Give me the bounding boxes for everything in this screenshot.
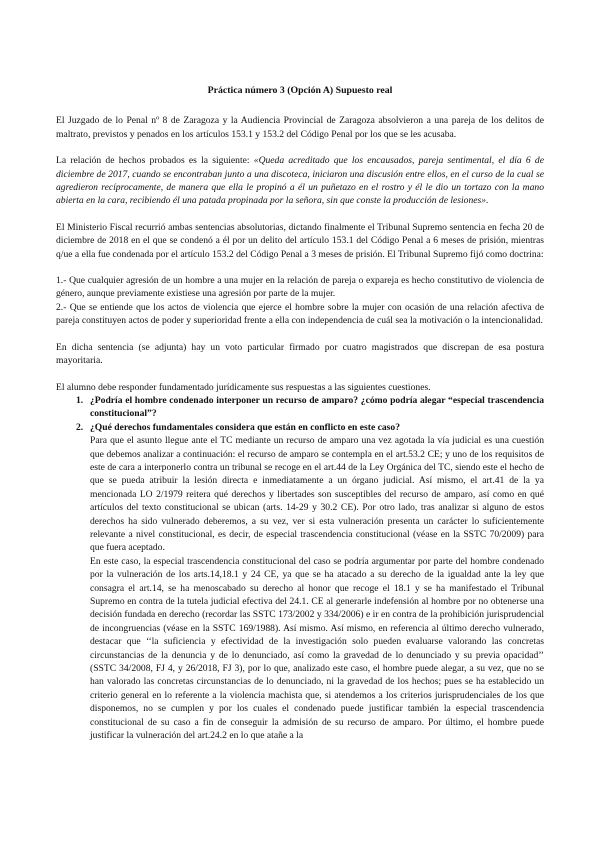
- answer-paragraph-2: En este caso, la especial trascendencia constitucional del caso se podría argumentar por parte del hombre condenado por la vulneración de los arts.14,18.1 y 24 CE, ya que se ha atacado a su derecho de la igualdad ante la ley que consagra el art.14, se ha menoscabado su derecho al honor que recoge el 18.1 y se ha manifestado el Tribunal Supremo en contra de la tutela judicial efectiva del 24.1. CE al generarle indefensión al hombre por no obtenerse una decisión fundada en derecho (recordar las SSTC 173/2002 y 334/2006) e ir en contra de la prohibición jurisprudencial de incongruencias (véase en la SSTC 169/1988). Así mismo. Así mismo, en referencia al último derecho vulnerado, destacar que ‘‘la suficiencia y efectividad de la investigación solo pueden evaluarse valorando las concretas circunstancias de la denuncia y de lo denunciado, así como la gravedad de lo denunciado y su previa opacidad’’ (SSTC 34/2008, FJ 4, y 26/2018, FJ 3), por lo que, analizado este caso, el hombre puede alegar, a su vez, que no se han valorado las concretas circunstancias de lo denunciado, ni la gravedad de los hechos; pues se ha establecido un criterio general en lo referente a la violencia machista que, si atendemos a los criterios jurisprudenciales de los que disponemos, no se cumplen y por los cuales el condenado puede justificar también la especial trascendencia constitucional de su caso a fin de conseguir la admisión de su recurso de amparo. Por último, el hombre puede justificar la vulneración del art.24.2 en lo que atañe a la: [90, 555, 544, 742]
- paragraph-facts: [56, 154, 544, 208]
- questions-list: [56, 394, 544, 434]
- facts-quote: «Queda acreditado que los encausados, pareja sentimental, el día 6 de diciembre de 2017, cuando se encontraban junto a una discoteca, iniciaron una discusión entre ellos, en el curso de la cual se agredieron recíprocamente, de manera que ella le propinó a él un puñetazo en el rostro y él le dio un tortazo con la mano abierta en la cara, recibiendo él una patada propinada por la señora, sin que conste la producción de lesiones».: [56, 155, 544, 207]
- paragraph-intro: El Juzgado de lo Penal nº 8 de Zaragoza y la Audiencia Provincial de Zaragoza absolvieron a una pareja de los delitos de maltrato, previstos y penados en los artículos 153.1 y 153.2 del Código Penal por los que se les acusaba.: [56, 115, 544, 140]
- question-2-number: 2.: [76, 421, 84, 433]
- doctrine-point-1: 1.- Que cualquier agresión de un hombre a una mujer en la relación de pareja o expareja es hecho constitutivo de violencia de género, aunque previamente existiese una agresión por parte de la mujer.: [56, 275, 544, 300]
- question-1: [56, 394, 544, 421]
- question-2-text: ¿Qué derechos fundamentales considera que están en conflicto en este caso?: [90, 421, 400, 433]
- question-1-number: 1.: [76, 394, 84, 406]
- answer-block: [90, 434, 544, 742]
- paragraph-instructions: El alumno debe responder fundamentado jurídicamente sus respuestas a las siguientes cuestiones.: [56, 381, 431, 393]
- question-2: [56, 421, 544, 434]
- document-page: [56, 84, 544, 742]
- answer-paragraph-1: Para que el asunto llegue ante el TC mediante un recurso de amparo una vez agotada la vía judicial es una cuestión que debemos analizar a continuación: el recurso de amparo se contempla en el art.53.2 CE; y uno de los requisitos de este de cara a interponerlo contra un tribunal se recoge en el art.44 de la Ley Orgánica del TC, siendo este el hecho de que se pueda atribuir la lesión directa e inmediatamente a un órgano judicial. Así mismo, el art.41 de la ya mencionada LO 2/1979 reitera qué derechos y libertades son susceptibles del recurso de amparo, así como en qué artículos del texto constitucional se ubican (arts. 14-29 y 30.2 CE). Por otro lado, tras analizar si alguno de estos derechos ha sido vulnerado deberemos, a su vez, ver si esta vulneración presenta un carácter lo suficientemente relevante a nivel constitucional, es decir, de especial trascendencia constitucional (véase en la SSTC 70/2009) para que fuera aceptado.: [90, 435, 544, 554]
- paragraph-dissent: En dicha sentencia (se adjunta) hay un voto particular firmado por cuatro magistrados que discrepan de esa postura mayoritaria.: [56, 341, 544, 367]
- facts-intro: La relación de hechos probados es la siguiente:: [56, 155, 254, 167]
- doctrine-point-2: 2.- Que se entiende que los actos de violencia que ejerce el hombre sobre la mujer con ocasión de una relación afectiva de pareja constituyen actos de poder y superioridad frente a ella con independencia de cuál sea la motivación o la intencionalidad.: [56, 301, 544, 327]
- paragraph-supreme-court: El Ministerio Fiscal recurrió ambas sentencias absolutorias, dictando finalmente el Tribunal Supremo sentencia en fecha 20 de diciembre de 2018 en el que se condenó a él por un delito del artículo 153.1 del Código Penal a 6 meses de prisión, mientras q/ue a ella fue condenada por el artículo 153.2 del Código Penal a 3 meses de prisión. El Tribunal Supremo fijó como doctrina:: [56, 221, 544, 260]
- question-1-text: ¿Podría el hombre condenado interponer un recurso de amparo? ¿cómo podría alegar “especial trascendencia constitucional”?: [90, 394, 544, 420]
- document-title: Práctica número 3 (Opción A) Supuesto real: [207, 85, 393, 96]
